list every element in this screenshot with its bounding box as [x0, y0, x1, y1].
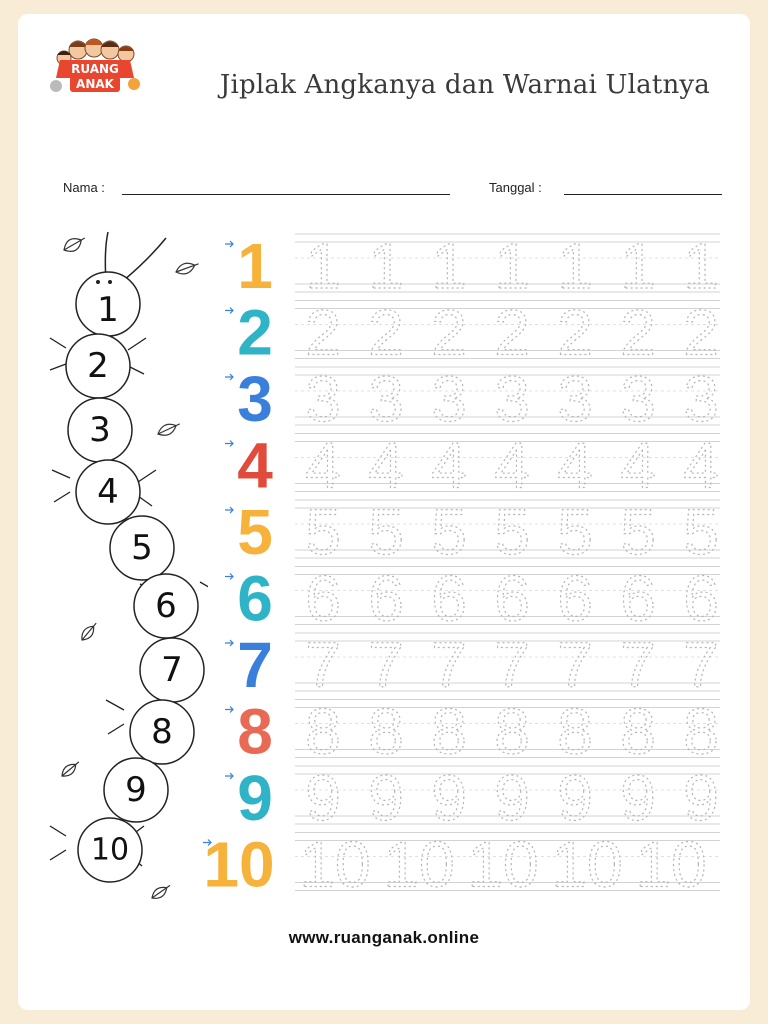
tracing-digit[interactable]: 4	[368, 429, 404, 502]
tracing-digit[interactable]: 8	[557, 695, 593, 768]
tracing-digit[interactable]: 6	[368, 562, 404, 635]
tracing-digit[interactable]: 2	[620, 296, 656, 369]
name-field[interactable]	[122, 194, 450, 195]
tracing-digit[interactable]: 1	[620, 230, 656, 302]
tracing-digit[interactable]: 8	[620, 695, 656, 768]
tracing-digit[interactable]: 1	[494, 230, 530, 302]
tracing-digit[interactable]: 8	[494, 695, 530, 768]
tracing-digit[interactable]: 7	[305, 629, 341, 701]
tracing-digit[interactable]: 5	[368, 496, 404, 568]
tracing-digit[interactable]: 10	[299, 828, 371, 900]
tracing-digit[interactable]: 6	[557, 562, 593, 635]
tracing-digit[interactable]: 4	[620, 429, 656, 502]
tracing-digit[interactable]: 7	[683, 629, 719, 701]
caterpillar-number: 7	[161, 650, 183, 690]
tracing-digit[interactable]: 5	[431, 496, 467, 568]
start-arrow-icon	[225, 441, 233, 447]
tracing-digit[interactable]: 1	[557, 230, 593, 302]
tracing-digit[interactable]: 6	[620, 562, 656, 635]
caterpillar-number: 4	[97, 472, 119, 512]
date-label: Tanggal :	[489, 180, 542, 195]
logo-line1: RUANG	[71, 62, 119, 76]
tracing-digit[interactable]: 2	[494, 296, 530, 369]
tracing-digit[interactable]: 10	[467, 828, 539, 900]
tracing-digit[interactable]: 6	[431, 562, 467, 635]
tracing-digit[interactable]: 8	[683, 695, 719, 768]
tracing-digit[interactable]: 5	[683, 496, 719, 568]
tracing-practice-area	[195, 220, 735, 900]
tracing-digit[interactable]: 5	[494, 496, 530, 568]
tracing-digit[interactable]: 5	[620, 496, 656, 568]
model-digit: 5	[237, 496, 273, 568]
tracing-digit[interactable]: 2	[368, 296, 404, 369]
tracing-digit[interactable]: 10	[635, 828, 707, 900]
tracing-digit[interactable]: 3	[557, 363, 593, 435]
caterpillar-number: 6	[155, 586, 177, 626]
tracing-digit[interactable]: 7	[620, 629, 656, 701]
model-digit: 10	[203, 828, 275, 900]
name-label: Nama :	[63, 180, 105, 195]
tracing-digit[interactable]: 8	[368, 695, 404, 768]
tracing-digit[interactable]: 2	[305, 296, 341, 369]
kids-logo-icon	[30, 20, 150, 100]
model-digit: 7	[237, 629, 273, 701]
start-arrow-icon	[225, 308, 233, 314]
start-arrow-icon	[225, 773, 233, 779]
tracing-digit[interactable]: 10	[383, 828, 455, 900]
caterpillar-number: 1	[97, 290, 119, 330]
caterpillar-number: 3	[89, 410, 111, 450]
tracing-digit[interactable]: 4	[305, 429, 341, 502]
tracing-digit[interactable]: 1	[368, 230, 404, 302]
model-digit: 2	[237, 296, 273, 369]
tracing-digit[interactable]: 2	[683, 296, 719, 369]
tracing-digit[interactable]: 7	[557, 629, 593, 701]
tracing-digit[interactable]: 6	[305, 562, 341, 635]
model-digit: 1	[237, 230, 273, 302]
start-arrow-icon	[225, 241, 233, 247]
caterpillar-number: 8	[151, 712, 173, 752]
tracing-digit[interactable]: 3	[494, 363, 530, 435]
start-arrow-icon	[225, 374, 233, 380]
start-arrow-icon	[225, 574, 233, 580]
ruang-anak-logo	[30, 20, 150, 100]
tracing-digit[interactable]: 1	[683, 230, 719, 302]
model-digit: 8	[237, 695, 273, 768]
tracing-digit[interactable]: 9	[368, 762, 404, 834]
tracing-digit[interactable]: 9	[620, 762, 656, 834]
tracing-digit[interactable]: 3	[620, 363, 656, 435]
tracing-digit[interactable]: 3	[305, 363, 341, 435]
leaf-icon	[79, 620, 100, 643]
tracing-digit[interactable]: 8	[305, 695, 341, 768]
model-digit: 6	[237, 562, 273, 635]
practice-row	[225, 297, 720, 369]
tracing-digit[interactable]: 1	[431, 230, 467, 302]
start-arrow-icon	[225, 707, 233, 713]
tracing-digit[interactable]: 5	[305, 496, 341, 568]
tracing-digit[interactable]: 9	[683, 762, 719, 834]
tracing-digit[interactable]: 9	[557, 762, 593, 834]
tracing-digit[interactable]: 8	[431, 695, 467, 768]
tracing-digit[interactable]: 4	[683, 429, 719, 502]
practice-row	[225, 762, 720, 834]
practice-row	[225, 563, 720, 635]
practice-row	[225, 430, 720, 502]
practice-row	[225, 629, 720, 701]
practice-row	[225, 363, 720, 435]
date-field[interactable]	[564, 194, 722, 195]
logo-line2: ANAK	[76, 77, 114, 91]
leaf-icon	[156, 419, 182, 438]
tracing-digit[interactable]: 9	[305, 762, 341, 834]
practice-row	[225, 696, 720, 768]
tracing-digit[interactable]: 4	[557, 429, 593, 502]
tracing-digit[interactable]: 10	[551, 828, 623, 900]
model-digit: 3	[237, 363, 273, 435]
leaf-icon	[59, 758, 82, 779]
caterpillar-number: 5	[131, 528, 153, 568]
leaf-icon	[149, 882, 172, 902]
tracing-digit[interactable]: 7	[431, 629, 467, 701]
practice-row	[225, 496, 720, 568]
tracing-digit[interactable]: 6	[494, 562, 530, 635]
caterpillar-number: 9	[125, 770, 147, 810]
tracing-digit[interactable]: 9	[494, 762, 530, 834]
practice-row	[203, 829, 720, 901]
caterpillar-number: 2	[87, 346, 109, 386]
caterpillar-number: 10	[90, 832, 130, 868]
tracing-digit[interactable]: 3	[431, 363, 467, 435]
tracing-digit[interactable]: 4	[494, 429, 530, 502]
tracing-digit[interactable]: 3	[683, 363, 719, 435]
tracing-digit[interactable]: 7	[368, 629, 404, 701]
leaf-icon	[61, 233, 88, 255]
tracing-digit[interactable]: 2	[557, 296, 593, 369]
tracing-digit[interactable]: 2	[431, 296, 467, 369]
model-digit: 9	[237, 762, 273, 834]
practice-row	[225, 230, 720, 302]
tracing-digit[interactable]: 5	[557, 496, 593, 568]
website-url: www.ruanganak.online	[288, 928, 480, 947]
tracing-digit[interactable]: 1	[305, 230, 341, 302]
caterpillar-icon	[28, 220, 208, 920]
tracing-digit[interactable]: 9	[431, 762, 467, 834]
tracing-digit[interactable]: 7	[494, 629, 530, 701]
tracing-digit[interactable]: 6	[683, 562, 719, 635]
start-arrow-icon	[225, 507, 233, 513]
start-arrow-icon	[225, 640, 233, 646]
page-title: Jiplak Angkanya dan Warnai Ulatnya	[219, 70, 710, 100]
model-digit: 4	[237, 429, 273, 502]
tracing-digit[interactable]: 4	[431, 429, 467, 502]
tracing-digit[interactable]: 3	[368, 363, 404, 435]
